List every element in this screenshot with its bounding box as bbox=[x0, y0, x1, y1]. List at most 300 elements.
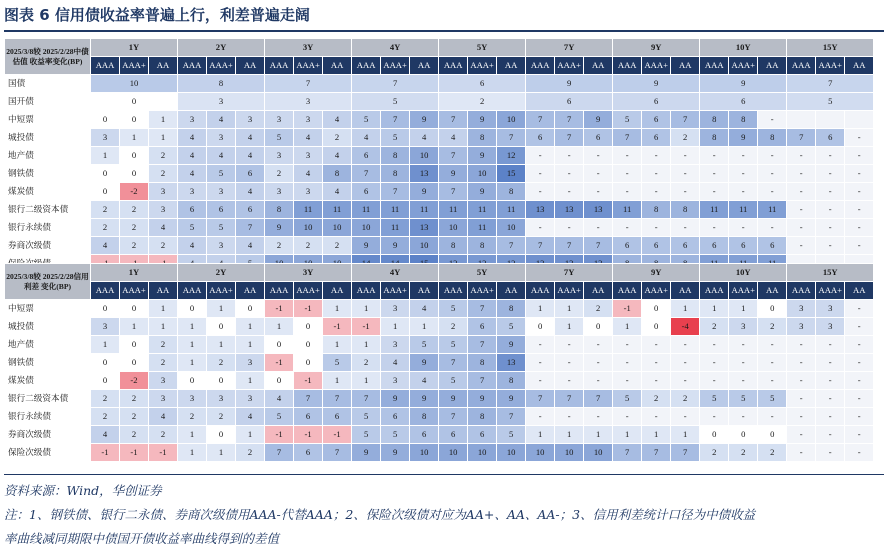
yield-rating-AAA+: AAA+ bbox=[381, 57, 410, 75]
spread-tenor-7Y: 7Y bbox=[526, 264, 613, 282]
table-cell: 10 bbox=[410, 444, 439, 462]
table-cell: 11 bbox=[294, 201, 323, 219]
table-cell: - bbox=[816, 165, 845, 183]
table-cell: 8 bbox=[642, 201, 671, 219]
table-cell: 3 bbox=[91, 318, 120, 336]
table-cell: - bbox=[816, 426, 845, 444]
table-cell: - bbox=[700, 408, 729, 426]
table-cell: - bbox=[816, 408, 845, 426]
yield-rating-AAA+: AAA+ bbox=[207, 57, 236, 75]
table-cell: 1 bbox=[120, 129, 149, 147]
row-label: 钢铁债 bbox=[5, 165, 91, 183]
yield-tenor-2Y: 2Y bbox=[178, 39, 265, 57]
table-cell: 7 bbox=[584, 237, 613, 255]
table-cell: - bbox=[555, 219, 584, 237]
table-cell: 1 bbox=[236, 336, 265, 354]
spread-rating-header bbox=[5, 282, 874, 300]
table-cell: 13 bbox=[584, 201, 613, 219]
table-cell: 4 bbox=[294, 129, 323, 147]
table-cell: 9 bbox=[352, 444, 381, 462]
table-cell: 13 bbox=[497, 354, 526, 372]
table-cell: 6 bbox=[294, 408, 323, 426]
table-cell: 7 bbox=[642, 444, 671, 462]
table-cell: - bbox=[787, 183, 816, 201]
table-cell: 3 bbox=[149, 390, 178, 408]
table-cell: 5 bbox=[497, 426, 526, 444]
table-cell: - bbox=[758, 354, 787, 372]
table-cell: - bbox=[584, 372, 613, 390]
table-cell: 10 bbox=[91, 75, 178, 93]
table-cell: 7 bbox=[497, 129, 526, 147]
table-cell: 4 bbox=[265, 390, 294, 408]
spread-rating-AAA+: AAA+ bbox=[555, 282, 584, 300]
table-cell: 4 bbox=[439, 129, 468, 147]
table-cell: 5 bbox=[439, 372, 468, 390]
table-cell: - bbox=[555, 408, 584, 426]
yield-row bbox=[5, 165, 874, 183]
table-cell: 0 bbox=[91, 300, 120, 318]
source-note: 资料来源：Wind，华创证券 bbox=[4, 483, 162, 498]
table-cell: 1 bbox=[381, 318, 410, 336]
yield-rating-AAA+: AAA+ bbox=[642, 57, 671, 75]
table-cell: 10 bbox=[294, 219, 323, 237]
table-cell: - bbox=[555, 354, 584, 372]
table-cell: 10 bbox=[584, 444, 613, 462]
table-cell: 1 bbox=[149, 318, 178, 336]
table-cell: - bbox=[816, 183, 845, 201]
table-cell: 3 bbox=[381, 300, 410, 318]
table-cell: 1 bbox=[555, 300, 584, 318]
table-cell: -1 bbox=[265, 354, 294, 372]
chart-title: 图表 6 信用债收益率普遍上行，利差普遍走阔 bbox=[4, 6, 310, 24]
table-cell: 4 bbox=[236, 237, 265, 255]
table-cell: 0 bbox=[294, 318, 323, 336]
table-cell: 9 bbox=[497, 336, 526, 354]
table-cell: 4 bbox=[236, 408, 265, 426]
row-label: 钢铁债 bbox=[5, 354, 91, 372]
table-cell: - bbox=[787, 354, 816, 372]
table-cell: 8 bbox=[381, 165, 410, 183]
table-cell: - bbox=[700, 372, 729, 390]
yield-rating-AA: AA bbox=[323, 57, 352, 75]
table-cell: 4 bbox=[410, 372, 439, 390]
table-cell: 0 bbox=[91, 354, 120, 372]
yield-rating-AAA+: AAA+ bbox=[468, 57, 497, 75]
row-label: 保险次级债 bbox=[5, 444, 91, 462]
table-cell: 5 bbox=[758, 390, 787, 408]
table-cell: - bbox=[613, 147, 642, 165]
table-cell: - bbox=[729, 354, 758, 372]
table-cell: 11 bbox=[381, 201, 410, 219]
table-cell: 6 bbox=[642, 129, 671, 147]
table-cell: - bbox=[729, 183, 758, 201]
table-cell: 7 bbox=[497, 408, 526, 426]
table-cell: 13 bbox=[555, 201, 584, 219]
table-cell: 1 bbox=[236, 426, 265, 444]
table-cell: 0 bbox=[120, 300, 149, 318]
row-label: 城投债 bbox=[5, 318, 91, 336]
table-cell: 13 bbox=[526, 201, 555, 219]
yield-rating-AA: AA bbox=[497, 57, 526, 75]
table-cell: 1 bbox=[323, 300, 352, 318]
table-cell: 0 bbox=[178, 300, 207, 318]
table-cell: 6 bbox=[642, 237, 671, 255]
table-cell: 1 bbox=[149, 300, 178, 318]
table-cell: 2 bbox=[294, 237, 323, 255]
table-cell: - bbox=[613, 165, 642, 183]
table-cell: 2 bbox=[91, 219, 120, 237]
table-cell: 5 bbox=[613, 111, 642, 129]
row-label: 中短票 bbox=[5, 111, 91, 129]
table-cell: 2 bbox=[149, 165, 178, 183]
yield-tenor-9Y: 9Y bbox=[613, 39, 700, 57]
table-cell: - bbox=[584, 336, 613, 354]
table-cell: - bbox=[845, 354, 874, 372]
table-cell: - bbox=[787, 237, 816, 255]
table-cell: 9 bbox=[265, 219, 294, 237]
table-cell: - bbox=[816, 219, 845, 237]
table-cell: 6 bbox=[439, 426, 468, 444]
table-cell: 7 bbox=[526, 111, 555, 129]
spread-tenor-header bbox=[5, 264, 874, 282]
table-cell: - bbox=[729, 219, 758, 237]
table-cell: 6 bbox=[758, 237, 787, 255]
yield-rating-AAA+: AAA+ bbox=[729, 57, 758, 75]
spread-rating-AAA: AAA bbox=[265, 282, 294, 300]
table-cell: 11 bbox=[468, 201, 497, 219]
table-cell: 6 bbox=[468, 426, 497, 444]
table-cell: - bbox=[526, 219, 555, 237]
table-cell: 3 bbox=[729, 318, 758, 336]
table-cell: 2 bbox=[149, 354, 178, 372]
table-cell: - bbox=[758, 147, 787, 165]
spread-rating-AA: AA bbox=[149, 282, 178, 300]
table-cell: - bbox=[845, 372, 874, 390]
yield-row bbox=[5, 93, 874, 111]
table-cell: 7 bbox=[787, 75, 874, 93]
table-cell: 3 bbox=[236, 390, 265, 408]
table-cell: 7 bbox=[439, 408, 468, 426]
table-cell: 0 bbox=[120, 354, 149, 372]
table-cell: 2 bbox=[120, 201, 149, 219]
table-cell: 3 bbox=[236, 111, 265, 129]
table-cell: 9 bbox=[381, 237, 410, 255]
table-cell: 6 bbox=[584, 129, 613, 147]
table-cell: - bbox=[758, 183, 787, 201]
table-cell: - bbox=[526, 336, 555, 354]
table-cell: 3 bbox=[207, 183, 236, 201]
table-cell: 0 bbox=[700, 426, 729, 444]
table-cell: 6 bbox=[613, 237, 642, 255]
table-cell: 7 bbox=[439, 354, 468, 372]
row-label: 煤炭债 bbox=[5, 183, 91, 201]
table-cell: 8 bbox=[497, 372, 526, 390]
table-cell: 9 bbox=[526, 75, 613, 93]
table-cell: -1 bbox=[294, 300, 323, 318]
table-cell: 9 bbox=[468, 111, 497, 129]
table-cell: -1 bbox=[265, 426, 294, 444]
table-cell: 7 bbox=[497, 237, 526, 255]
table-cell: 1 bbox=[729, 300, 758, 318]
table-cell: 2 bbox=[120, 390, 149, 408]
table-cell: 5 bbox=[178, 219, 207, 237]
table-cell: - bbox=[787, 165, 816, 183]
yield-row bbox=[5, 219, 874, 237]
yield-rating-AAA: AAA bbox=[526, 57, 555, 75]
table-cell: 8 bbox=[381, 147, 410, 165]
table-cell: 3 bbox=[178, 390, 207, 408]
table-cell: 3 bbox=[178, 93, 265, 111]
table-cell: 3 bbox=[294, 111, 323, 129]
table-cell: 10 bbox=[410, 147, 439, 165]
table-cell: 0 bbox=[642, 318, 671, 336]
table-cell: 0 bbox=[120, 147, 149, 165]
table-cell: 7 bbox=[439, 111, 468, 129]
table-cell: 7 bbox=[671, 111, 700, 129]
table-cell: -1 bbox=[613, 300, 642, 318]
table-cell: 3 bbox=[294, 183, 323, 201]
table-cell: 0 bbox=[584, 318, 613, 336]
table-cell: 3 bbox=[207, 390, 236, 408]
yield-rating-AAA: AAA bbox=[91, 57, 120, 75]
table-cell: 8 bbox=[468, 408, 497, 426]
yield-corner-label: 2025/3/8较 2025/2/28中债估值 收益率变化(BP) bbox=[5, 39, 91, 75]
table-cell: 4 bbox=[236, 147, 265, 165]
table-cell: 15 bbox=[497, 165, 526, 183]
yield-rating-AA: AA bbox=[584, 57, 613, 75]
table-cell: 2 bbox=[352, 354, 381, 372]
yield-rating-AAA: AAA bbox=[439, 57, 468, 75]
table-cell: 5 bbox=[381, 129, 410, 147]
table-cell: -1 bbox=[294, 426, 323, 444]
table-cell: 0 bbox=[91, 111, 120, 129]
table-cell: -1 bbox=[323, 426, 352, 444]
spread-rating-AAA+: AAA+ bbox=[294, 282, 323, 300]
table-cell: 6 bbox=[700, 93, 787, 111]
table-cell: 8 bbox=[178, 75, 265, 93]
table-cell: 2 bbox=[671, 129, 700, 147]
table-cell: 7 bbox=[555, 390, 584, 408]
spread-rating-AAA: AAA bbox=[439, 282, 468, 300]
spread-rating-AAA+: AAA+ bbox=[381, 282, 410, 300]
table-cell: - bbox=[584, 147, 613, 165]
table-cell: 8 bbox=[265, 201, 294, 219]
table-cell: - bbox=[671, 372, 700, 390]
table-cell: 9 bbox=[700, 75, 787, 93]
yield-tenor-3Y: 3Y bbox=[265, 39, 352, 57]
table-cell: - bbox=[700, 354, 729, 372]
table-cell: 2 bbox=[178, 408, 207, 426]
table-cell: 10 bbox=[323, 219, 352, 237]
yield-row bbox=[5, 111, 874, 129]
table-cell: - bbox=[758, 372, 787, 390]
table-cell: 1 bbox=[149, 111, 178, 129]
table-cell: - bbox=[816, 201, 845, 219]
table-cell: - bbox=[787, 201, 816, 219]
table-cell: - bbox=[729, 165, 758, 183]
table-cell: 4 bbox=[91, 237, 120, 255]
table-cell: 3 bbox=[265, 183, 294, 201]
table-cell: 2 bbox=[149, 237, 178, 255]
table-cell: 3 bbox=[91, 129, 120, 147]
table-cell: 2 bbox=[236, 444, 265, 462]
table-cell: - bbox=[642, 165, 671, 183]
table-cell: 2 bbox=[265, 165, 294, 183]
table-cell: 9 bbox=[468, 390, 497, 408]
table-cell: 6 bbox=[468, 318, 497, 336]
table-cell: 0 bbox=[91, 93, 178, 111]
table-cell: - bbox=[845, 165, 874, 183]
yield-row bbox=[5, 237, 874, 255]
table-cell: - bbox=[526, 147, 555, 165]
table-cell: 7 bbox=[381, 111, 410, 129]
table-cell: 3 bbox=[178, 183, 207, 201]
row-label: 地产债 bbox=[5, 336, 91, 354]
table-cell: 0 bbox=[207, 426, 236, 444]
table-cell: 4 bbox=[352, 129, 381, 147]
table-cell: - bbox=[642, 183, 671, 201]
table-cell: - bbox=[555, 336, 584, 354]
row-label: 银行永续债 bbox=[5, 408, 91, 426]
table-cell: - bbox=[613, 219, 642, 237]
table-cell: 2 bbox=[207, 408, 236, 426]
table-cell: 1 bbox=[410, 318, 439, 336]
table-cell: 1 bbox=[265, 318, 294, 336]
table-cell: 4 bbox=[323, 147, 352, 165]
table-cell: 2 bbox=[91, 390, 120, 408]
table-cell: 0 bbox=[294, 336, 323, 354]
table-cell: 6 bbox=[207, 201, 236, 219]
yield-rating-AAA+: AAA+ bbox=[120, 57, 149, 75]
yield-change-table bbox=[4, 38, 874, 273]
yield-tenor-1Y: 1Y bbox=[91, 39, 178, 57]
table-cell: 1 bbox=[178, 336, 207, 354]
table-cell: 3 bbox=[149, 372, 178, 390]
table-cell: 11 bbox=[439, 201, 468, 219]
table-cell: 6 bbox=[700, 237, 729, 255]
table-cell: - bbox=[613, 408, 642, 426]
row-label: 中短票 bbox=[5, 300, 91, 318]
table-cell: - bbox=[613, 336, 642, 354]
table-cell: 0 bbox=[642, 300, 671, 318]
table-cell: 10 bbox=[352, 219, 381, 237]
table-cell: 7 bbox=[468, 300, 497, 318]
table-cell: 3 bbox=[265, 147, 294, 165]
table-cell: 11 bbox=[497, 201, 526, 219]
table-cell: 9 bbox=[584, 111, 613, 129]
table-cell: 9 bbox=[410, 390, 439, 408]
table-cell: - bbox=[845, 147, 874, 165]
table-cell: 4 bbox=[91, 426, 120, 444]
table-cell: 2 bbox=[323, 237, 352, 255]
table-cell: - bbox=[642, 372, 671, 390]
table-cell: 2 bbox=[642, 390, 671, 408]
table-cell: 5 bbox=[439, 336, 468, 354]
table-cell: 7 bbox=[526, 390, 555, 408]
table-cell: 5 bbox=[352, 93, 439, 111]
table-cell: 8 bbox=[468, 354, 497, 372]
table-cell: 2 bbox=[149, 426, 178, 444]
table-cell: 7 bbox=[352, 390, 381, 408]
row-label: 煤炭债 bbox=[5, 372, 91, 390]
table-cell: 9 bbox=[352, 237, 381, 255]
table-cell: - bbox=[526, 372, 555, 390]
table-cell: - bbox=[729, 336, 758, 354]
table-cell: 11 bbox=[352, 201, 381, 219]
table-cell: 6 bbox=[381, 408, 410, 426]
spread-row bbox=[5, 426, 874, 444]
table-cell: 8 bbox=[729, 111, 758, 129]
table-cell: 13 bbox=[410, 165, 439, 183]
spread-rating-AAA+: AAA+ bbox=[120, 282, 149, 300]
spread-rating-AAA: AAA bbox=[526, 282, 555, 300]
table-cell: 9 bbox=[381, 444, 410, 462]
table-cell: 7 bbox=[323, 390, 352, 408]
yield-rating-AA: AA bbox=[671, 57, 700, 75]
spread-rating-AA: AA bbox=[410, 282, 439, 300]
table-cell: 10 bbox=[555, 444, 584, 462]
table-cell: 0 bbox=[526, 318, 555, 336]
spread-row bbox=[5, 408, 874, 426]
table-cell bbox=[816, 111, 845, 129]
table-cell: 7 bbox=[439, 147, 468, 165]
table-cell: - bbox=[816, 354, 845, 372]
table-cell: 10 bbox=[439, 219, 468, 237]
table-cell: 3 bbox=[207, 129, 236, 147]
spread-tenor-10Y: 10Y bbox=[700, 264, 787, 282]
table-cell: 13 bbox=[410, 219, 439, 237]
table-cell: 1 bbox=[352, 300, 381, 318]
spread-rating-AAA+: AAA+ bbox=[642, 282, 671, 300]
table-cell: 11 bbox=[323, 201, 352, 219]
table-cell: - bbox=[845, 426, 874, 444]
table-cell: 7 bbox=[468, 372, 497, 390]
table-cell: 5 bbox=[787, 93, 874, 111]
spread-tenor-4Y: 4Y bbox=[352, 264, 439, 282]
table-cell: 5 bbox=[700, 390, 729, 408]
table-cell: - bbox=[584, 183, 613, 201]
table-cell: 2 bbox=[149, 147, 178, 165]
table-cell: 8 bbox=[497, 300, 526, 318]
table-cell: 0 bbox=[120, 111, 149, 129]
table-cell: 8 bbox=[700, 111, 729, 129]
table-cell: 10 bbox=[497, 444, 526, 462]
spread-rating-AAA+: AAA+ bbox=[207, 282, 236, 300]
yield-row bbox=[5, 75, 874, 93]
table-cell: 4 bbox=[207, 111, 236, 129]
table-cell: - bbox=[671, 354, 700, 372]
table-cell: 5 bbox=[207, 219, 236, 237]
yield-tenor-7Y: 7Y bbox=[526, 39, 613, 57]
table-cell: 1 bbox=[323, 372, 352, 390]
table-cell: -2 bbox=[120, 183, 149, 201]
table-cell: - bbox=[787, 426, 816, 444]
yield-rating-AAA+: AAA+ bbox=[294, 57, 323, 75]
table-cell: - bbox=[555, 147, 584, 165]
table-cell: - bbox=[700, 219, 729, 237]
row-label: 银行二级资本债 bbox=[5, 390, 91, 408]
table-cell: 11 bbox=[410, 201, 439, 219]
table-cell: 3 bbox=[787, 300, 816, 318]
table-cell: 8 bbox=[497, 183, 526, 201]
table-cell: 8 bbox=[439, 237, 468, 255]
table-cell: - bbox=[584, 354, 613, 372]
table-cell: 4 bbox=[149, 408, 178, 426]
table-cell: 0 bbox=[120, 165, 149, 183]
table-cell: 0 bbox=[91, 372, 120, 390]
table-cell: 5 bbox=[207, 165, 236, 183]
table-cell: 4 bbox=[236, 129, 265, 147]
